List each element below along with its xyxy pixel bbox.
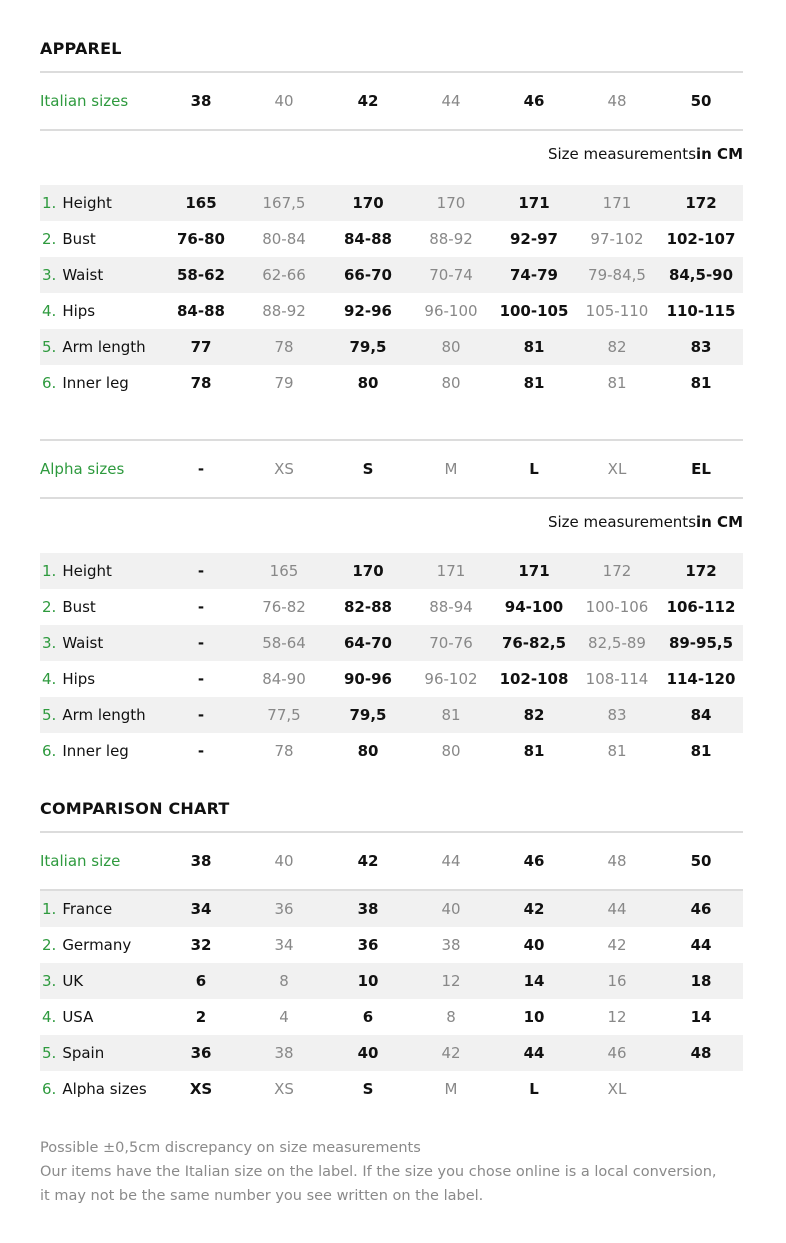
table-cell: 82,5-89 [588, 634, 646, 652]
alpha-sizes-row [40, 440, 743, 498]
row-label [42, 185, 112, 221]
table-cell: - [197, 562, 205, 580]
table-cell: 108-114 [585, 670, 649, 688]
size-cell: 42 [357, 92, 379, 110]
table-cell: 172 [602, 562, 632, 580]
table-cell: 83 [690, 338, 712, 356]
table-cell: 172 [685, 194, 717, 212]
table-cell: 81 [523, 374, 545, 392]
row-label-text: France [62, 900, 113, 918]
table-cell: 8 [279, 972, 289, 990]
table-cell: 38 [441, 936, 461, 954]
comparison-chart-title: COMPARISON CHART [40, 799, 230, 818]
size-cell: EL [691, 460, 711, 478]
row-number: 4. [42, 1008, 57, 1026]
row-label [42, 221, 96, 257]
row-label [42, 329, 146, 365]
row-number: 4. [42, 670, 57, 688]
size-cell: 46 [523, 92, 545, 110]
row-label-text: Bust [62, 598, 96, 616]
table-cell: 44 [523, 1044, 545, 1062]
row-number: 2. [42, 598, 57, 616]
table-cell: 102-108 [499, 670, 569, 688]
table-cell: 165 [185, 194, 217, 212]
italian-size-label: Italian size [40, 852, 121, 870]
table-row [40, 293, 743, 329]
row-label [42, 625, 103, 661]
row-number: 5. [42, 706, 57, 724]
table-cell: 76-80 [177, 230, 225, 248]
table-row [40, 733, 743, 769]
size-cell: 38 [190, 852, 212, 870]
table-cell: 102-107 [666, 230, 736, 248]
table-cell: 79 [274, 374, 294, 392]
table-cell: 100-106 [585, 598, 649, 616]
table-cell: 170 [436, 194, 466, 212]
table-cell: 81 [441, 706, 461, 724]
table-cell: 97-102 [590, 230, 644, 248]
row-number: 2. [42, 230, 57, 248]
row-label-text: Waist [62, 634, 104, 652]
table-cell: XS [189, 1080, 213, 1098]
row-label [42, 661, 95, 697]
table-cell: 44 [690, 936, 712, 954]
table-cell: 171 [518, 194, 550, 212]
table-row [40, 661, 743, 697]
row-label [42, 697, 146, 733]
table-cell: 114-120 [666, 670, 736, 688]
table-cell: 81 [690, 374, 712, 392]
alpha-sizes-label: Alpha sizes [40, 460, 125, 478]
table-row [40, 963, 743, 999]
table-cell: 92-96 [344, 302, 392, 320]
table-row [40, 365, 743, 401]
size-cell: XS [274, 460, 294, 478]
table-cell: 62-66 [262, 266, 306, 284]
row-label-text: Height [62, 562, 112, 580]
table-cell: 64-70 [344, 634, 392, 652]
table-cell: 8 [446, 1008, 456, 1026]
row-label-text: Inner leg [62, 742, 129, 760]
table-cell: 44 [607, 900, 627, 918]
size-cell: 50 [690, 92, 712, 110]
row-number: 3. [42, 634, 57, 652]
table-cell: - [197, 634, 205, 652]
table-cell: 82 [523, 706, 545, 724]
table-cell: 78 [190, 374, 212, 392]
table-cell: 79,5 [349, 706, 387, 724]
table-cell: 58-62 [177, 266, 225, 284]
table-cell: - [197, 598, 205, 616]
table-cell: 58-64 [262, 634, 306, 652]
table-cell: 171 [436, 562, 466, 580]
table-cell: 96-100 [424, 302, 478, 320]
table-row [40, 185, 743, 221]
note-unit: in CM [696, 145, 743, 163]
label-note-line-1: Our items have the Italian size on the label. If the size you chose online is a local conversion, [40, 1164, 717, 1180]
row-label-text: UK [62, 972, 84, 990]
table-cell: 40 [441, 900, 461, 918]
table-cell: 46 [690, 900, 712, 918]
table-cell: XS [274, 1080, 294, 1098]
row-label-text: Inner leg [62, 374, 129, 392]
table-cell: 80 [441, 338, 461, 356]
table-cell: L [529, 1080, 539, 1098]
table-cell: 32 [190, 936, 212, 954]
table-cell: 76-82 [262, 598, 306, 616]
table-cell: 89-95,5 [668, 634, 734, 652]
table-cell: S [362, 1080, 374, 1098]
table-cell: M [444, 1080, 458, 1098]
table-cell: 78 [274, 338, 294, 356]
table-cell: 96-102 [424, 670, 478, 688]
divider [40, 497, 743, 499]
table-cell: 16 [607, 972, 627, 990]
row-number: 6. [42, 1080, 57, 1098]
table-cell: 84-90 [262, 670, 306, 688]
table-cell: 12 [441, 972, 461, 990]
divider [40, 129, 743, 131]
row-label [42, 293, 95, 329]
table-cell: 90-96 [344, 670, 392, 688]
size-cell: 44 [441, 852, 461, 870]
row-number: 4. [42, 302, 57, 320]
table-row [40, 329, 743, 365]
measurement-unit-note [548, 513, 743, 531]
row-label [42, 257, 103, 293]
table-cell: XL [607, 1080, 627, 1098]
table-cell: 40 [523, 936, 545, 954]
row-number: 6. [42, 742, 57, 760]
row-label [42, 1071, 147, 1107]
table-cell: 36 [357, 936, 379, 954]
row-label-text: Alpha sizes [62, 1080, 147, 1098]
table-cell: 80 [357, 374, 379, 392]
row-number: 1. [42, 562, 57, 580]
row-number: 5. [42, 1044, 57, 1062]
table-cell: 79-84,5 [588, 266, 646, 284]
table-cell: - [197, 670, 205, 688]
size-cell: 42 [357, 852, 379, 870]
table-cell: 78 [274, 742, 294, 760]
table-cell: 81 [523, 742, 545, 760]
table-cell: 12 [607, 1008, 627, 1026]
row-label-text: Bust [62, 230, 96, 248]
size-cell: 46 [523, 852, 545, 870]
table-cell: 34 [274, 936, 294, 954]
table-cell: 83 [607, 706, 627, 724]
table-row [40, 927, 743, 963]
table-cell: 84-88 [177, 302, 225, 320]
table-cell: 6 [362, 1008, 374, 1026]
italian-sizes-row [40, 72, 743, 130]
table-cell: 42 [607, 936, 627, 954]
measurement-unit-note [548, 145, 743, 163]
table-cell: 80 [357, 742, 379, 760]
note-prefix: Size measurements [547, 513, 697, 531]
row-label [42, 1035, 104, 1071]
table-cell: 70-74 [429, 266, 473, 284]
row-number: 1. [42, 194, 57, 212]
table-cell: 81 [607, 742, 627, 760]
size-cell: 48 [607, 852, 627, 870]
row-label-text: Waist [62, 266, 104, 284]
row-number: 1. [42, 900, 57, 918]
table-cell: 106-112 [666, 598, 736, 616]
table-cell: 88-94 [429, 598, 473, 616]
table-cell: 80-84 [262, 230, 306, 248]
row-label-text: Height [62, 194, 112, 212]
table-row [40, 625, 743, 661]
table-cell: 92-97 [510, 230, 558, 248]
row-label-text: Germany [62, 936, 132, 954]
row-label-text: Hips [62, 670, 96, 688]
size-cell: L [529, 460, 539, 478]
table-cell: 10 [357, 972, 379, 990]
table-cell: 80 [441, 742, 461, 760]
note-unit: in CM [696, 513, 743, 531]
row-label [42, 589, 96, 625]
table-row [40, 1035, 743, 1071]
note-prefix: Size measurements [547, 145, 697, 163]
table-cell: 80 [441, 374, 461, 392]
row-number: 2. [42, 936, 57, 954]
row-label [42, 553, 112, 589]
table-cell: 79,5 [349, 338, 387, 356]
table-cell: 105-110 [585, 302, 649, 320]
table-cell: 77 [190, 338, 212, 356]
table-cell: 66-70 [344, 266, 392, 284]
table-cell: 14 [690, 1008, 712, 1026]
table-cell: 42 [523, 900, 545, 918]
table-cell: 84,5-90 [668, 266, 734, 284]
table-cell: 38 [274, 1044, 294, 1062]
table-cell: 46 [607, 1044, 627, 1062]
table-cell: 6 [195, 972, 207, 990]
row-label [42, 733, 129, 769]
table-cell: - [197, 742, 205, 760]
table-cell: 82 [607, 338, 627, 356]
table-cell: 34 [190, 900, 212, 918]
table-row [40, 1071, 743, 1107]
size-cell: M [444, 460, 458, 478]
table-cell: 36 [274, 900, 294, 918]
discrepancy-note: Possible ±0,5cm discrepancy on size measurements [40, 1140, 421, 1156]
size-cell: 50 [690, 852, 712, 870]
table-cell: - [197, 706, 205, 724]
italian-sizes-label: Italian sizes [40, 92, 129, 110]
table-cell: 84 [690, 706, 712, 724]
table-cell: 38 [357, 900, 379, 918]
table-cell: 88-92 [429, 230, 473, 248]
table-cell: 81 [607, 374, 627, 392]
row-label-text: Spain [62, 1044, 105, 1062]
table-cell: 88-92 [262, 302, 306, 320]
row-label-text: Hips [62, 302, 96, 320]
size-cell: 40 [274, 852, 294, 870]
table-cell: 81 [690, 742, 712, 760]
table-cell: 171 [518, 562, 550, 580]
size-cell: S [362, 460, 374, 478]
table-cell: 18 [690, 972, 712, 990]
table-cell: 167,5 [262, 194, 306, 212]
row-number: 3. [42, 266, 57, 284]
table-row [40, 553, 743, 589]
table-cell: 81 [523, 338, 545, 356]
label-note-line-2: it may not be the same number you see written on the label. [40, 1188, 484, 1204]
size-cell: 44 [441, 92, 461, 110]
table-cell: 70-76 [429, 634, 473, 652]
table-cell: 40 [357, 1044, 379, 1062]
table-row [40, 221, 743, 257]
table-cell: 77,5 [267, 706, 301, 724]
table-cell: 74-79 [510, 266, 558, 284]
table-cell: 82-88 [344, 598, 392, 616]
row-label [42, 891, 112, 927]
table-cell: 170 [352, 562, 384, 580]
table-cell: 76-82,5 [501, 634, 567, 652]
table-row [40, 257, 743, 293]
italian-size-row [40, 832, 743, 890]
table-cell: 14 [523, 972, 545, 990]
table-cell: 170 [352, 194, 384, 212]
size-cell: - [197, 460, 205, 478]
row-number: 6. [42, 374, 57, 392]
row-number: 5. [42, 338, 57, 356]
size-cell: XL [607, 460, 627, 478]
table-cell: 2 [195, 1008, 207, 1026]
row-label [42, 927, 131, 963]
row-label-text: Arm length [62, 706, 146, 724]
row-label-text: Arm length [62, 338, 146, 356]
size-cell: 38 [190, 92, 212, 110]
size-cell: 40 [274, 92, 294, 110]
table-cell: 10 [523, 1008, 545, 1026]
apparel-title: APPAREL [40, 39, 122, 58]
footer-notes [40, 1136, 743, 1208]
table-row [40, 891, 743, 927]
table-cell: 171 [602, 194, 632, 212]
table-cell: 94-100 [504, 598, 564, 616]
row-label-text: USA [62, 1008, 94, 1026]
row-number: 3. [42, 972, 57, 990]
table-cell: 42 [441, 1044, 461, 1062]
table-row [40, 999, 743, 1035]
table-cell: 48 [690, 1044, 712, 1062]
row-label [42, 365, 129, 401]
row-label [42, 999, 93, 1035]
table-row [40, 697, 743, 733]
table-row [40, 589, 743, 625]
table-cell: 110-115 [666, 302, 736, 320]
table-cell: 100-105 [499, 302, 569, 320]
table-cell: 84-88 [344, 230, 392, 248]
row-label [42, 963, 83, 999]
size-cell: 48 [607, 92, 627, 110]
table-cell: 165 [269, 562, 299, 580]
table-cell: 4 [279, 1008, 289, 1026]
table-cell: 36 [190, 1044, 212, 1062]
table-cell: 172 [685, 562, 717, 580]
